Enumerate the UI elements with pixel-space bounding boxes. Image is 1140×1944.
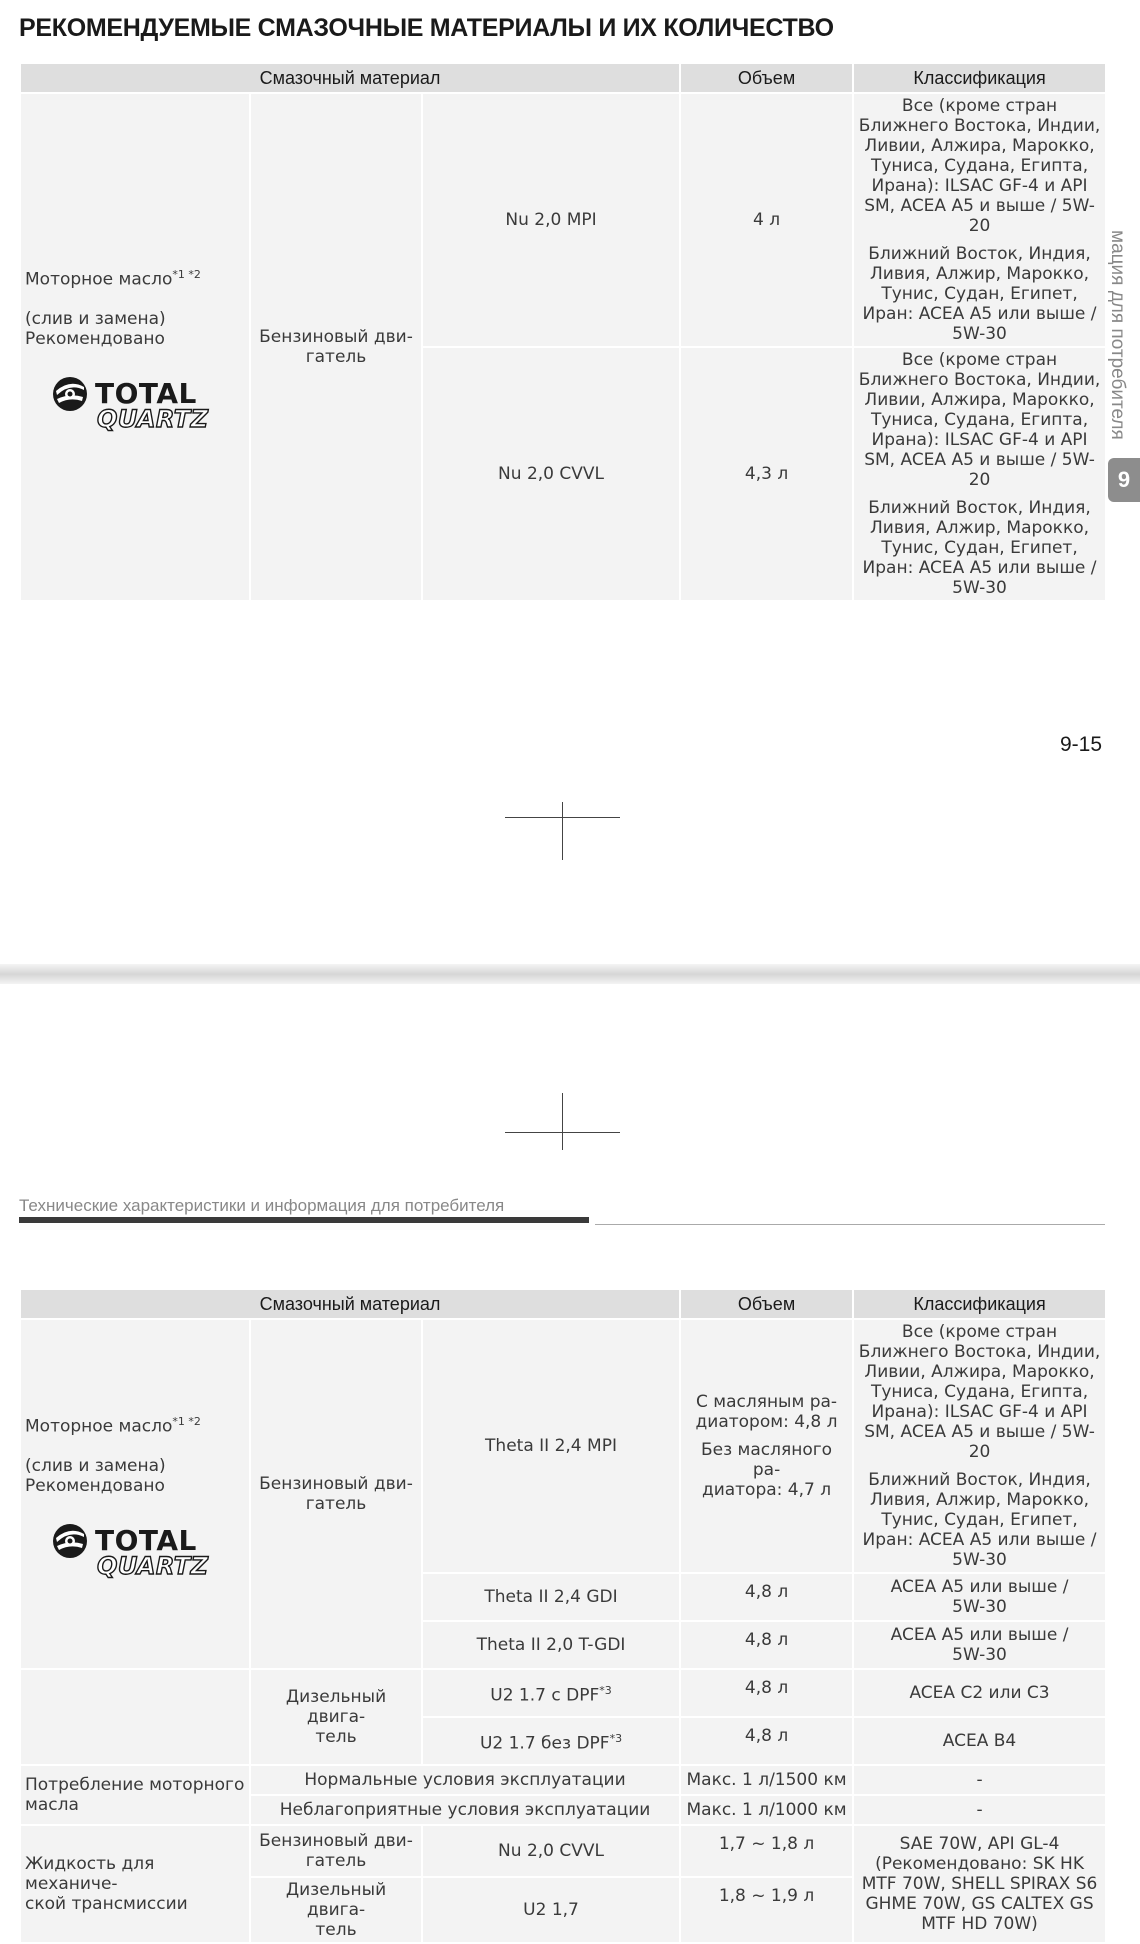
- logo-brand: TOTAL: [95, 377, 197, 411]
- consumption-severe-class: -: [853, 1795, 1106, 1825]
- classification-all: Все (кроме стран Ближнего Востока, Индии, Ливии, Алжира, Марокко, Туниса, Судана, Египта, Ирана): ILSAC GF-4 и API SM, ACEA A5 и выше / 5W-20: [858, 350, 1101, 490]
- classification-u2-nodpf: ACEA B4: [853, 1717, 1106, 1765]
- engine-theta-mpi: Theta II 2,4 MPI: [422, 1319, 680, 1573]
- mt-diesel-model: U2 1,7: [422, 1877, 680, 1943]
- section-header-bar: [19, 1217, 589, 1223]
- header-material: Смазочный материал: [20, 1289, 680, 1319]
- engine-u2-nodpf: U2 1.7 без DPF$^{*3}$: [422, 1717, 680, 1765]
- mt-gasoline-engine: Бензиновый дви- гатель: [250, 1825, 422, 1877]
- mt-diesel-volume: 1,8 ~ 1,9 л: [680, 1877, 853, 1943]
- condition-severe: Неблагоприятные условия эксплуатации: [250, 1795, 680, 1825]
- engine-theta-gdi: Theta II 2,4 GDI: [422, 1573, 680, 1621]
- section-header: Технические характеристики и информация для потребителя: [19, 1196, 505, 1215]
- crop-mark: [562, 1093, 563, 1150]
- classification-all: Все (кроме стран Ближнего Востока, Индии, Ливии, Алжира, Марокко, Туниса, Судана, Египта, Ирана): ILSAC GF-4 и API SM, ACEA A5 и выше / 5W-20: [858, 1322, 1101, 1462]
- volume-u2-nodpf: 4,8 л: [680, 1717, 853, 1765]
- header-classification: Классификация: [853, 1289, 1106, 1319]
- volume-theta-tgdi: 4,8 л: [680, 1621, 853, 1669]
- volume-u2-dpf: 4,8 л: [680, 1669, 853, 1717]
- classification-u2-dpf: ACEA C2 или C3: [853, 1669, 1106, 1717]
- logo-product: QUARTZ: [97, 405, 209, 434]
- volume-with-radiator: С масляным ра- диатором: 4,8 л: [695, 1392, 838, 1432]
- engine-theta-tgdi: Theta II 2,0 T-GDI: [422, 1621, 680, 1669]
- volume-theta-gdi: 4,8 л: [680, 1573, 853, 1621]
- page-title: РЕКОМЕНДУЕМЫЕ СМАЗОЧНЫЕ МАТЕРИАЛЫ И ИХ КОЛИЧЕСТВО: [19, 14, 834, 42]
- motor-oil-sub: (слив и замена) Рекомендовано: [25, 309, 166, 350]
- condition-normal: Нормальные условия эксплуатации: [250, 1765, 680, 1795]
- page-number: 9-15: [1060, 733, 1103, 756]
- mt-classification: SAE 70W, API GL-4 (Рекомендовано: SK HK MTF 70W, SHELL SPIRAX S6 GHME 70W, GS CALTEX GS MTF HD 70W): [853, 1825, 1106, 1943]
- mt-diesel-engine: Дизельный двига- тель: [250, 1877, 422, 1943]
- page-divider: [0, 964, 1140, 984]
- logo-brand: TOTAL: [95, 1524, 197, 1558]
- motor-oil-continued-cell: [20, 1669, 250, 1765]
- total-quartz-logo: [25, 1522, 245, 1581]
- side-section-label: мация для потребителя: [1107, 230, 1128, 440]
- classification-middle-east: Ближний Восток, Индия, Ливия, Алжир, Марокко, Тунис, Судан, Египет, Иран: ACEA A5 или выше / 5W-30: [862, 498, 1097, 598]
- classification-theta-tgdi: ACEA A5 или выше / 5W-30: [853, 1621, 1106, 1669]
- classification-middle-east: Ближний Восток, Индия, Ливия, Алжир, Марокко, Тунис, Судан, Египет, Иран: ACEA A5 или выше / 5W-30: [862, 244, 1097, 344]
- gasoline-engine-cell: Бензиновый дви- гатель: [250, 1319, 422, 1669]
- volume-nu-cvvl: 4,3 л: [680, 347, 853, 601]
- consumption-normal-class: -: [853, 1765, 1106, 1795]
- volume-without-radiator: Без масляного ра- диатора: 4,7 л: [700, 1440, 833, 1500]
- engine-u2-dpf: U2 1.7 с DPF$^{*3}$: [422, 1669, 680, 1717]
- header-volume: Объем: [680, 63, 853, 93]
- section-header-rule: [595, 1224, 1105, 1225]
- motor-oil-cell: [20, 93, 250, 601]
- classification-middle-east: Ближний Восток, Индия, Ливия, Алжир, Марокко, Тунис, Судан, Египет, Иран: ACEA A5 или выше / 5W-30: [862, 1470, 1097, 1570]
- engine-nu-mpi: Nu 2,0 MPI: [422, 93, 680, 347]
- motor-oil-label: Моторное масло: [25, 269, 173, 290]
- volume-theta-mpi: [680, 1319, 853, 1573]
- classification-theta-mpi: [853, 1319, 1106, 1573]
- volume-nu-mpi: 4 л: [680, 93, 853, 347]
- motor-oil-label: Моторное масло: [25, 1416, 173, 1437]
- classification-theta-gdi: ACEA A5 или выше / 5W-30: [853, 1573, 1106, 1621]
- classification-nu-cvvl: [853, 347, 1106, 601]
- motor-oil-footnote: *1 *2: [172, 1414, 201, 1428]
- total-logo-icon: [51, 1522, 89, 1560]
- diesel-engine-cell: Дизельный двига- тель: [250, 1669, 422, 1765]
- motor-oil-sub: (слив и замена) Рекомендовано: [25, 1456, 166, 1497]
- header-volume: Объем: [680, 1289, 853, 1319]
- chapter-tab[interactable]: 9: [1108, 458, 1140, 502]
- consumption-normal: Макс. 1 л/1500 км: [680, 1765, 853, 1795]
- header-classification: Классификация: [853, 63, 1106, 93]
- engine-nu-cvvl: Nu 2,0 CVVL: [422, 347, 680, 601]
- total-quartz-logo: [25, 375, 245, 434]
- mt-gasoline-model: Nu 2,0 CVVL: [422, 1825, 680, 1877]
- crop-mark: [562, 802, 563, 860]
- classification-all: Все (кроме стран Ближнего Востока, Индии, Ливии, Алжира, Марокко, Туниса, Судана, Египта, Ирана): ILSAC GF-4 и API SM, ACEA A5 и выше / 5W-20: [858, 96, 1101, 236]
- lubricants-table-2: [19, 1288, 1107, 1944]
- gasoline-engine-cell: Бензиновый дви- гатель: [250, 93, 422, 601]
- motor-oil-cell: [20, 1319, 250, 1669]
- classification-nu-mpi: [853, 93, 1106, 347]
- motor-oil-footnote: *1 *2: [172, 267, 201, 281]
- total-logo-icon: [51, 375, 89, 413]
- lubricants-table-1: [19, 62, 1107, 602]
- header-material: Смазочный материал: [20, 63, 680, 93]
- logo-product: QUARTZ: [97, 1552, 209, 1581]
- manual-transmission-label: Жидкость для механиче- ской трансмиссии: [20, 1825, 250, 1943]
- oil-consumption-label: Потребление моторного масла: [20, 1765, 250, 1825]
- mt-gasoline-volume: 1,7 ~ 1,8 л: [680, 1825, 853, 1877]
- consumption-severe: Макс. 1 л/1000 км: [680, 1795, 853, 1825]
